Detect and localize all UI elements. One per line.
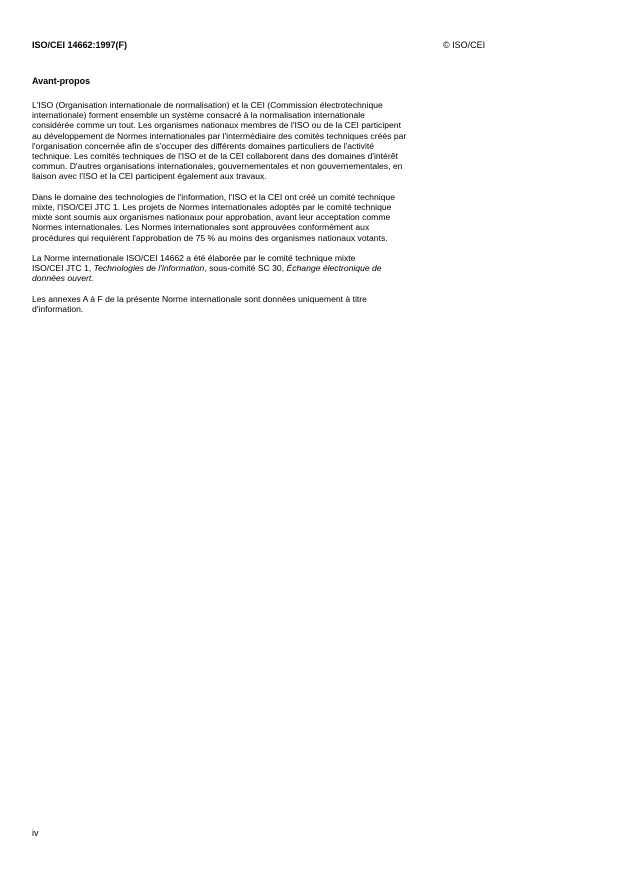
- text-line: au développement de Normes internationales par l'intermédiaire des comités techniques créés par: [32, 130, 407, 141]
- committee-title: Technologies de l'information: [93, 263, 205, 274]
- text-segment: , sous-comité SC 30,: [204, 263, 287, 274]
- document-id: ISO/CEI 14662:1997(F): [32, 40, 128, 50]
- text-line: procédures qui requièrent l'approbation de 75 % au moins des organismes nationaux votants.: [32, 232, 388, 243]
- text-line: Dans le domaine des technologies de l'information, l'ISO et la CEI ont créé un comité technique: [32, 191, 395, 202]
- text-line: Les annexes A à F de la présente Norme internationale sont données uniquement à titre: [32, 293, 367, 304]
- copyright-notice: © ISO/CEI: [443, 40, 486, 50]
- text-line: internationale) forment ensemble un système consacré à la normalisation internationale: [32, 110, 365, 121]
- text-line: Normes internationales. Les Normes internationales sont approuvées conformément aux: [32, 222, 370, 233]
- text-segment: ISO/CEI JTC 1,: [32, 263, 94, 274]
- text-line: L'ISO (Organisation internationale de normalisation) et la CEI (Commission électrotechnique: [32, 100, 383, 110]
- paragraph-4: [32, 294, 532, 314]
- paragraph-1: [32, 100, 532, 182]
- text-line: l'organisation concernée afin de s'occuper des différents domaines particuliers de l'activité: [32, 140, 375, 151]
- text-line: mixte, l'ISO/CEI JTC 1. Les projets de Normes internationales adoptés par le comité technique: [32, 202, 392, 213]
- paragraph-3: [32, 253, 532, 284]
- paragraph-2: [32, 192, 532, 243]
- text-line: mixte sont soumis aux organismes nationaux pour approbation, avant leur acceptation comme: [32, 212, 391, 223]
- text-line: considérée comme un tout. Les organismes nationaux membres de l'ISO ou de la CEI participent: [32, 120, 401, 131]
- text-line: [32, 263, 532, 273]
- page-number: iv: [32, 828, 39, 838]
- text-line: commun. D'autres organisations internationales, gouvernementales et non gouvernementales, en: [32, 161, 403, 172]
- subcommittee-title: Échange électronique de: [286, 263, 382, 274]
- section-title: Avant-propos: [32, 76, 91, 86]
- text-line: liaison avec l'ISO et la CEI participent également aux travaux.: [32, 171, 267, 182]
- text-line: technique. Les comités techniques de l'ISO et de la CEI collaborent dans des domaines d'intérêt: [32, 151, 398, 162]
- subcommittee-title-continued: données ouvert.: [32, 273, 94, 284]
- foreword-body: [32, 100, 532, 324]
- text-line: La Norme internationale ISO/CEI 14662 a été élaborée par le comité technique mixte: [32, 253, 356, 264]
- text-line: d'information.: [32, 304, 84, 315]
